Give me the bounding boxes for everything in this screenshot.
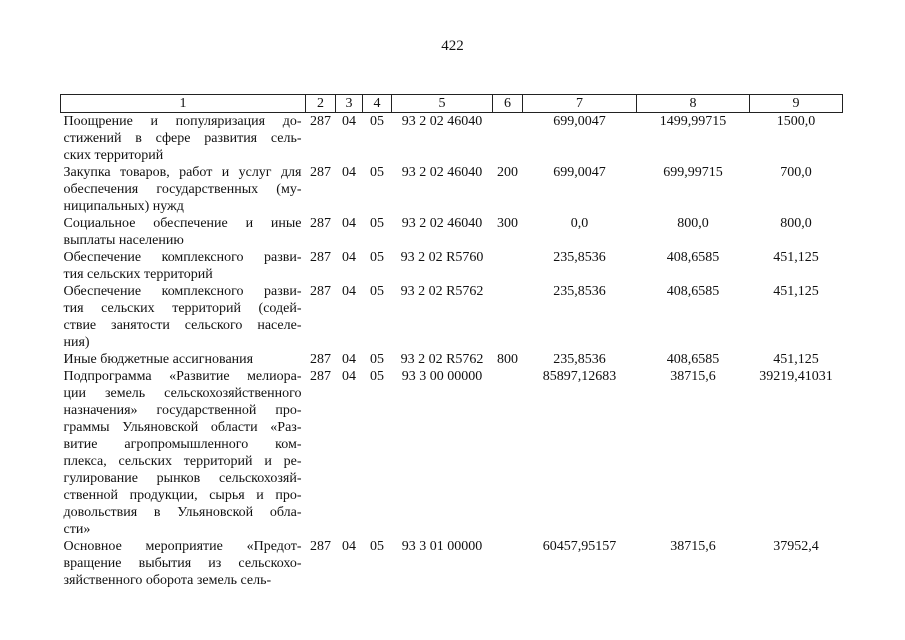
- table-row: [61, 249, 843, 283]
- row-name-line: гулирование рынков сельскохозяй-: [63, 471, 302, 486]
- row-name-line: вращение выбытия из сельскохо-: [63, 556, 302, 571]
- row-name: [61, 538, 306, 589]
- row-name: [61, 351, 306, 368]
- row-name: [61, 283, 306, 351]
- expense-type-cell: [493, 283, 523, 351]
- subsection-cell: 05: [370, 369, 384, 384]
- row-name-line: стижений в сфере развития сель-: [63, 131, 302, 146]
- amount-col9-cell: 800,0: [780, 216, 812, 231]
- header-row: [61, 95, 843, 113]
- table-row: [61, 368, 843, 538]
- row-name-line: Иные бюджетные ассигнования: [63, 352, 254, 367]
- expense-type-cell: [493, 368, 523, 538]
- admin-code-cell: 287: [310, 352, 331, 367]
- col-header-9: 9: [750, 95, 843, 113]
- col-header-5: 5: [392, 95, 493, 113]
- table-row: [61, 538, 843, 589]
- amount-col7-cell: 60457,95157: [542, 539, 617, 554]
- row-name-line: Поощрение и популяризация до-: [63, 114, 302, 129]
- target-article-cell: 93 2 02 46040: [401, 165, 483, 180]
- row-name-line: назначения» государственной про-: [63, 403, 302, 418]
- section-cell: 04: [342, 114, 356, 129]
- table-row: [61, 164, 843, 215]
- subsection-cell: 05: [370, 250, 384, 265]
- expense-type-cell: [493, 113, 523, 165]
- row-name-line: тия сельских территорий: [63, 267, 213, 282]
- admin-code-cell: 287: [310, 284, 331, 299]
- section-cell: 04: [342, 352, 356, 367]
- row-name-line: Подпрограмма «Развитие мелиора-: [63, 369, 302, 384]
- target-article-cell: 93 3 00 00000: [401, 369, 483, 384]
- col-header-8: 8: [637, 95, 750, 113]
- amount-col8-cell: 408,6585: [666, 250, 720, 265]
- admin-code-cell: 287: [310, 165, 331, 180]
- amount-col8-cell: 408,6585: [666, 284, 720, 299]
- amount-col8-cell: 38715,6: [670, 539, 716, 554]
- row-name-line: ствие занятости сельского населе-: [63, 318, 302, 333]
- table-row: [61, 113, 843, 165]
- target-article-cell: 93 2 02 R5760: [400, 250, 484, 265]
- amount-col8-cell: 699,99715: [663, 165, 723, 180]
- section-cell: 04: [342, 216, 356, 231]
- target-article-cell: 93 3 01 00000: [401, 539, 483, 554]
- col-header-7: 7: [523, 95, 637, 113]
- col-header-2: 2: [306, 95, 336, 113]
- subsection-cell: 05: [370, 114, 384, 129]
- row-name-line: граммы Ульяновской области «Раз-: [63, 420, 302, 435]
- row-name-line: ниципальных) нужд: [63, 199, 184, 214]
- section-cell: 04: [342, 369, 356, 384]
- amount-col8-cell: 1499,99715: [659, 114, 727, 129]
- section-cell: 04: [342, 165, 356, 180]
- row-name: [61, 113, 306, 165]
- amount-col8-cell: 408,6585: [666, 352, 720, 367]
- row-name-line: сти»: [63, 522, 91, 537]
- row-name-line: выплаты населению: [63, 233, 184, 248]
- amount-col9-cell: 451,125: [773, 352, 819, 367]
- subsection-cell: 05: [370, 539, 384, 554]
- row-name-line: Социальное обеспечение и иные: [63, 216, 302, 231]
- admin-code-cell: 287: [310, 216, 331, 231]
- target-article-cell: 93 2 02 46040: [401, 114, 483, 129]
- row-name: [61, 368, 306, 538]
- amount-col8-cell: 38715,6: [670, 369, 716, 384]
- expense-type-cell: 200: [497, 165, 518, 180]
- target-article-cell: 93 2 02 46040: [401, 216, 483, 231]
- budget-table: [60, 94, 843, 589]
- amount-col7-cell: 235,8536: [553, 352, 606, 367]
- admin-code-cell: 287: [310, 250, 331, 265]
- row-name-line: обеспечения государственных (му-: [63, 182, 302, 197]
- row-name-line: тия сельских территорий (содей-: [63, 301, 302, 316]
- subsection-cell: 05: [370, 284, 384, 299]
- row-name-line: ских территорий: [63, 148, 164, 163]
- row-name-line: довольствия в Ульяновской обла-: [63, 505, 302, 520]
- row-name-line: Обеспечение комплексного разви-: [63, 250, 302, 265]
- amount-col9-cell: 451,125: [773, 250, 819, 265]
- col-header-6: 6: [493, 95, 523, 113]
- subsection-cell: 05: [370, 165, 384, 180]
- amount-col9-cell: 451,125: [773, 284, 819, 299]
- subsection-cell: 05: [370, 216, 384, 231]
- row-name-line: Обеспечение комплексного разви-: [63, 284, 302, 299]
- row-name-line: ственной продукции, сырья и про-: [63, 488, 302, 503]
- row-name: [61, 249, 306, 283]
- amount-col7-cell: 235,8536: [553, 284, 606, 299]
- row-name-line: витие агропромышленного ком-: [63, 437, 302, 452]
- col-header-1: 1: [61, 95, 306, 113]
- target-article-cell: 93 2 02 R5762: [400, 352, 484, 367]
- amount-col7-cell: 0,0: [570, 216, 589, 231]
- row-name-line: ния): [63, 335, 90, 350]
- col-header-3: 3: [336, 95, 363, 113]
- expense-type-cell: [493, 538, 523, 589]
- expense-type-cell: 800: [497, 352, 518, 367]
- amount-col7-cell: 699,0047: [553, 165, 606, 180]
- subsection-cell: 05: [370, 352, 384, 367]
- amount-col8-cell: 800,0: [677, 216, 709, 231]
- row-name-line: зяйственного оборота земель сель-: [63, 573, 272, 588]
- page-number: 422: [441, 38, 464, 54]
- amount-col9-cell: 37952,4: [773, 539, 819, 554]
- row-name-line: ции земель сельскохозяйственного: [63, 386, 302, 401]
- amount-col7-cell: 235,8536: [553, 250, 606, 265]
- amount-col7-cell: 699,0047: [553, 114, 606, 129]
- amount-col9-cell: 39219,41031: [759, 369, 833, 384]
- amount-col9-cell: 700,0: [780, 165, 812, 180]
- row-name-line: Основное мероприятие «Предот-: [63, 539, 302, 554]
- row-name-line: Закупка товаров, работ и услуг для: [63, 165, 302, 180]
- table-row: [61, 283, 843, 351]
- section-cell: 04: [342, 539, 356, 554]
- amount-col9-cell: 1500,0: [776, 114, 816, 129]
- admin-code-cell: 287: [310, 539, 331, 554]
- admin-code-cell: 287: [310, 369, 331, 384]
- expense-type-cell: [493, 249, 523, 283]
- row-name: [61, 164, 306, 215]
- expense-type-cell: 300: [497, 216, 518, 231]
- row-name-line: плекса, сельских территорий и ре-: [63, 454, 302, 469]
- section-cell: 04: [342, 250, 356, 265]
- amount-col7-cell: 85897,12683: [542, 369, 617, 384]
- row-name: [61, 215, 306, 249]
- col-header-4: 4: [363, 95, 392, 113]
- section-cell: 04: [342, 284, 356, 299]
- target-article-cell: 93 2 02 R5762: [400, 284, 484, 299]
- admin-code-cell: 287: [310, 114, 331, 129]
- table-row: [61, 351, 843, 368]
- table-row: [61, 215, 843, 249]
